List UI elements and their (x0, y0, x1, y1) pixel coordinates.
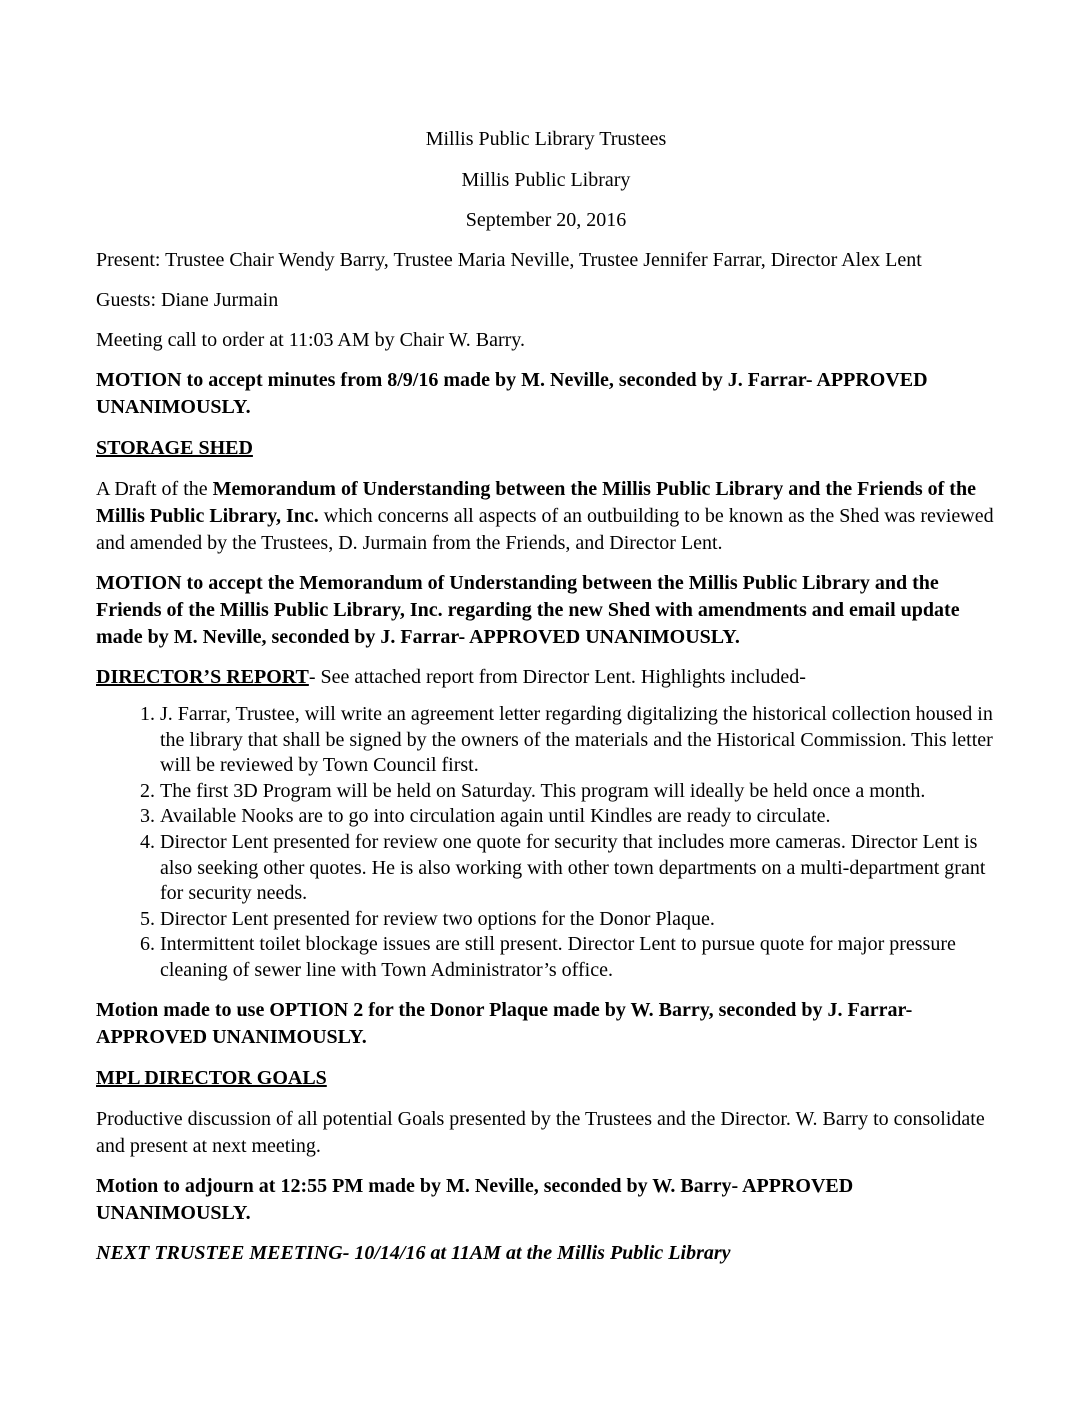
storage-shed-paragraph (96, 476, 996, 557)
section-heading-storage-shed: STORAGE SHED (96, 437, 253, 459)
list-item: 4. Director Lent presented for review one quote for security that includes more cameras. Director Lent is also seeking other quotes. He is also working with other town departments on a multi-department grant for security needs. (160, 830, 996, 907)
meeting-date: September 20, 2016 (465, 209, 627, 231)
list-item: 1. J. Farrar, Trustee, will write an agreement letter regarding digitalizing the historical collection housed in the library that shall be signed by the owners of the materials and the Historical Commission. This letter will be reviewed by Town Council first. (160, 702, 996, 779)
attendees-present: Present: Trustee Chair Wendy Barry, Trustee Maria Neville, Trustee Jennifer Farrar, Director Alex Lent (96, 249, 922, 271)
motion-adjourn: Motion to adjourn at 12:55 PM made by M. Neville, seconded by W. Barry- APPROVED UNANIMOUSLY. (96, 1174, 854, 1224)
directors-report-intro: - See attached report from Director Lent. Highlights included- (308, 666, 806, 688)
storage-shed-text-post: which concerns all aspects of an outbuilding to be known as the Shed was reviewed and amended by the Trustees, D. Jurmain from the Friends, and Director Lent. (96, 505, 994, 554)
section-heading-directors-report: DIRECTOR’S REPORT (96, 666, 309, 688)
motion-accept-memorandum: MOTION to accept the Memorandum of Understanding between the Millis Public Library and the Friends of the Millis Public Library, Inc. regarding the new Shed with amendments and email update made by M. Neville, seconded by J. Farrar- APPROVED UNANIMOUSLY. (96, 572, 960, 648)
minutes-document (96, 126, 996, 1267)
org-title: Millis Public Library Trustees (425, 128, 667, 150)
storage-shed-text-pre: A Draft of the (96, 478, 213, 500)
directors-report-line (96, 664, 996, 691)
director-goals-paragraph: Productive discussion of all potential Goals presented by the Trustees and the Director. W. Barry to consolidate and present at next meeting. (96, 1107, 985, 1157)
directors-report-highlights (96, 702, 996, 984)
library-name: Millis Public Library (461, 169, 631, 191)
motion-donor-plaque: Motion made to use OPTION 2 for the Donor Plaque made by W. Barry, seconded by J. Farrar- APPROVED UNANIMOUSLY. (96, 998, 913, 1048)
call-to-order: Meeting call to order at 11:03 AM by Chair W. Barry. (96, 329, 525, 351)
list-item: 6. Intermittent toilet blockage issues are still present. Director Lent to pursue quote for major pressure cleaning of sewer line with Town Administrator’s office. (160, 932, 996, 983)
guests: Guests: Diane Jurmain (96, 289, 279, 311)
list-item: 3. Available Nooks are to go into circulation again until Kindles are ready to circulate. (160, 804, 996, 830)
memorandum-title: Memorandum of Understanding between the Millis Public Library and the Friends of the Millis Public Library, Inc. (96, 478, 976, 527)
list-item: 2. The first 3D Program will be held on Saturday. This program will ideally be held once a month. (160, 779, 996, 805)
section-heading-director-goals: MPL DIRECTOR GOALS (96, 1066, 327, 1089)
next-meeting-notice: NEXT TRUSTEE MEETING- 10/14/16 at 11AM at the Millis Public Library (96, 1241, 731, 1264)
motion-accept-minutes: MOTION to accept minutes from 8/9/16 made by M. Neville, seconded by J. Farrar- APPROVED UNANIMOUSLY. (96, 369, 928, 418)
list-item: 5. Director Lent presented for review two options for the Donor Plaque. (160, 907, 996, 933)
